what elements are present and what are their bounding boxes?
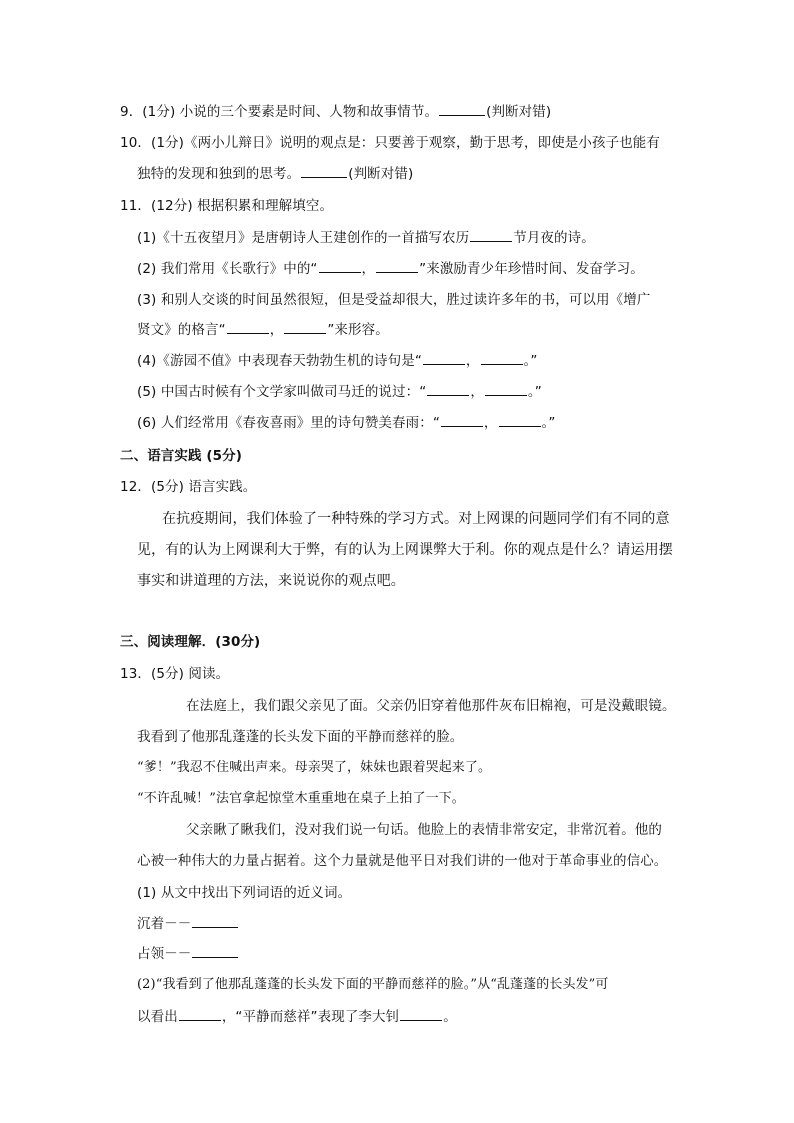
item-text: ， [269, 322, 284, 338]
passage-line: 我看到了他那乱蓬蓬的长头发下面的平静而慈祥的脸。 [137, 729, 464, 745]
synonym-word: 沉着－－ [137, 916, 192, 932]
answer-blank[interactable] [227, 320, 269, 334]
item-text: 。” [541, 415, 556, 431]
section-2-heading: 二、语言实践 (5分) [120, 448, 243, 464]
question-13-title: 13．(5分) 阅读。 [120, 666, 230, 682]
item-text: (2) 我们常用《长歌行》中的“ [137, 261, 318, 277]
item-text: 。 [443, 1009, 457, 1025]
question-13-sub-1: (1) 从文中找出下列词语的近义词。 [137, 885, 352, 901]
passage-line: “爹！”我忍不住喊出声来。母亲哭了，妹妹也跟着哭起来了。 [137, 760, 492, 775]
item-text: ， [465, 353, 480, 369]
item-text: 。” [527, 384, 542, 400]
answer-blank[interactable] [376, 259, 418, 273]
question-11-item-5 [137, 382, 542, 402]
question-13-sub-2-line-1: (2)“我看到了他那乱蓬蓬的长头发下面的平静而慈祥的脸。”从“乱蓬蓬的长头发”可 [137, 977, 609, 992]
answer-blank[interactable] [481, 351, 523, 365]
item-text: ”来激励青少年珍惜时间、发奋学习。 [419, 261, 644, 277]
question-11-title: 11．(12分) 根据积累和理解填空。 [120, 198, 334, 214]
item-text: ， [361, 261, 376, 277]
section-3-heading: 三、阅读理解．(30分) [120, 634, 261, 650]
answer-blank[interactable] [192, 944, 238, 958]
question-12-line-2: 见，有的认为上网课利大于弊，有的认为上网课弊大于利。你的观点是什么？请运用摆 [137, 542, 673, 558]
passage-line: “不许乱喊！”法官拿起惊堂木重重地在桌子上拍了一下。 [137, 791, 465, 806]
question-10-text: 独特的发现和独到的思考。 [137, 166, 301, 182]
item-text: ”来形容。 [327, 322, 389, 338]
question-9 [120, 102, 551, 122]
question-11-item-6 [137, 413, 555, 433]
item-text: 以看出 [137, 1009, 178, 1025]
item-text: 。” [523, 353, 538, 369]
synonym-row-2 [137, 944, 239, 964]
item-text: ， [470, 384, 484, 400]
answer-blank[interactable] [499, 413, 541, 427]
question-11-item-3-line-2 [137, 320, 389, 340]
question-10-line-2 [137, 164, 413, 184]
synonym-row-1 [137, 914, 239, 934]
question-9-suffix: (判断对错) [486, 104, 552, 120]
answer-blank[interactable] [400, 1007, 442, 1021]
answer-blank[interactable] [284, 320, 326, 334]
question-10-suffix: (判断对错) [348, 166, 414, 182]
answer-blank[interactable] [439, 102, 485, 116]
question-12-line-1: 在抗疫期间，我们体验了一种特殊的学习方式。对上网课的问题同学们有不同的意 [162, 511, 670, 527]
answer-blank[interactable] [470, 228, 512, 242]
answer-blank[interactable] [192, 914, 238, 928]
answer-blank[interactable] [485, 382, 527, 396]
item-text: 贤文》的格言“ [137, 322, 226, 338]
question-12-title: 12．(5分) 语言实践。 [120, 479, 257, 495]
passage-line: 心被一种伟大的力量占据着。这个力量就是他平日对我们讲的一他对于革命事业的信心。 [137, 853, 668, 869]
answer-blank[interactable] [179, 1007, 221, 1021]
passage-line: 父亲瞅了瞅我们，没对我们说一句话。他脸上的表情非常安定，非常沉着。他的 [186, 822, 662, 838]
question-12-line-3: 事实和讲道理的方法，来说说你的观点吧。 [137, 573, 405, 589]
passage-line: 在法庭上，我们跟父亲见了面。父亲仍旧穿着他那件灰布旧棉袍，可是没戴眼镜。 [186, 698, 676, 714]
item-text: 节月夜的诗。 [513, 230, 595, 246]
question-11-item-1 [137, 228, 595, 248]
question-11-item-4 [137, 351, 537, 371]
question-10-line-1: 10．(1分)《两小儿辩日》说明的观点是：只要善于观察，勤于思考，即使是小孩子也能有 [120, 135, 660, 151]
question-13-sub-2-line-2 [137, 1007, 457, 1027]
question-11-item-2 [137, 259, 644, 279]
synonym-word: 占领－－ [137, 946, 192, 962]
item-text: ，“平静而慈祥”表现了李大钊 [221, 1009, 400, 1025]
answer-blank[interactable] [423, 351, 465, 365]
item-text: ， [483, 415, 498, 431]
item-text: (1)《十五夜望月》是唐朝诗人王建创作的一首描写农历 [137, 230, 470, 246]
item-text: (6) 人们经常用《春夜喜雨》里的诗句赞美春雨：“ [137, 415, 440, 431]
item-text: (4)《游园不值》中表现春天勃勃生机的诗句是“ [137, 353, 422, 369]
question-11-item-3-line-1: (3) 和别人交谈的时间虽然很短，但是受益却很大，胜过读许多年的书，可以用《增广 [137, 292, 651, 308]
question-9-text: 9．(1分) 小说的三个要素是时间、人物和故事情节。 [120, 104, 439, 120]
answer-blank[interactable] [441, 413, 483, 427]
answer-blank[interactable] [319, 259, 361, 273]
answer-blank[interactable] [427, 382, 469, 396]
answer-blank[interactable] [301, 164, 347, 178]
item-text: (5) 中国古时候有个文学家叫做司马迁的说过：“ [137, 384, 427, 400]
